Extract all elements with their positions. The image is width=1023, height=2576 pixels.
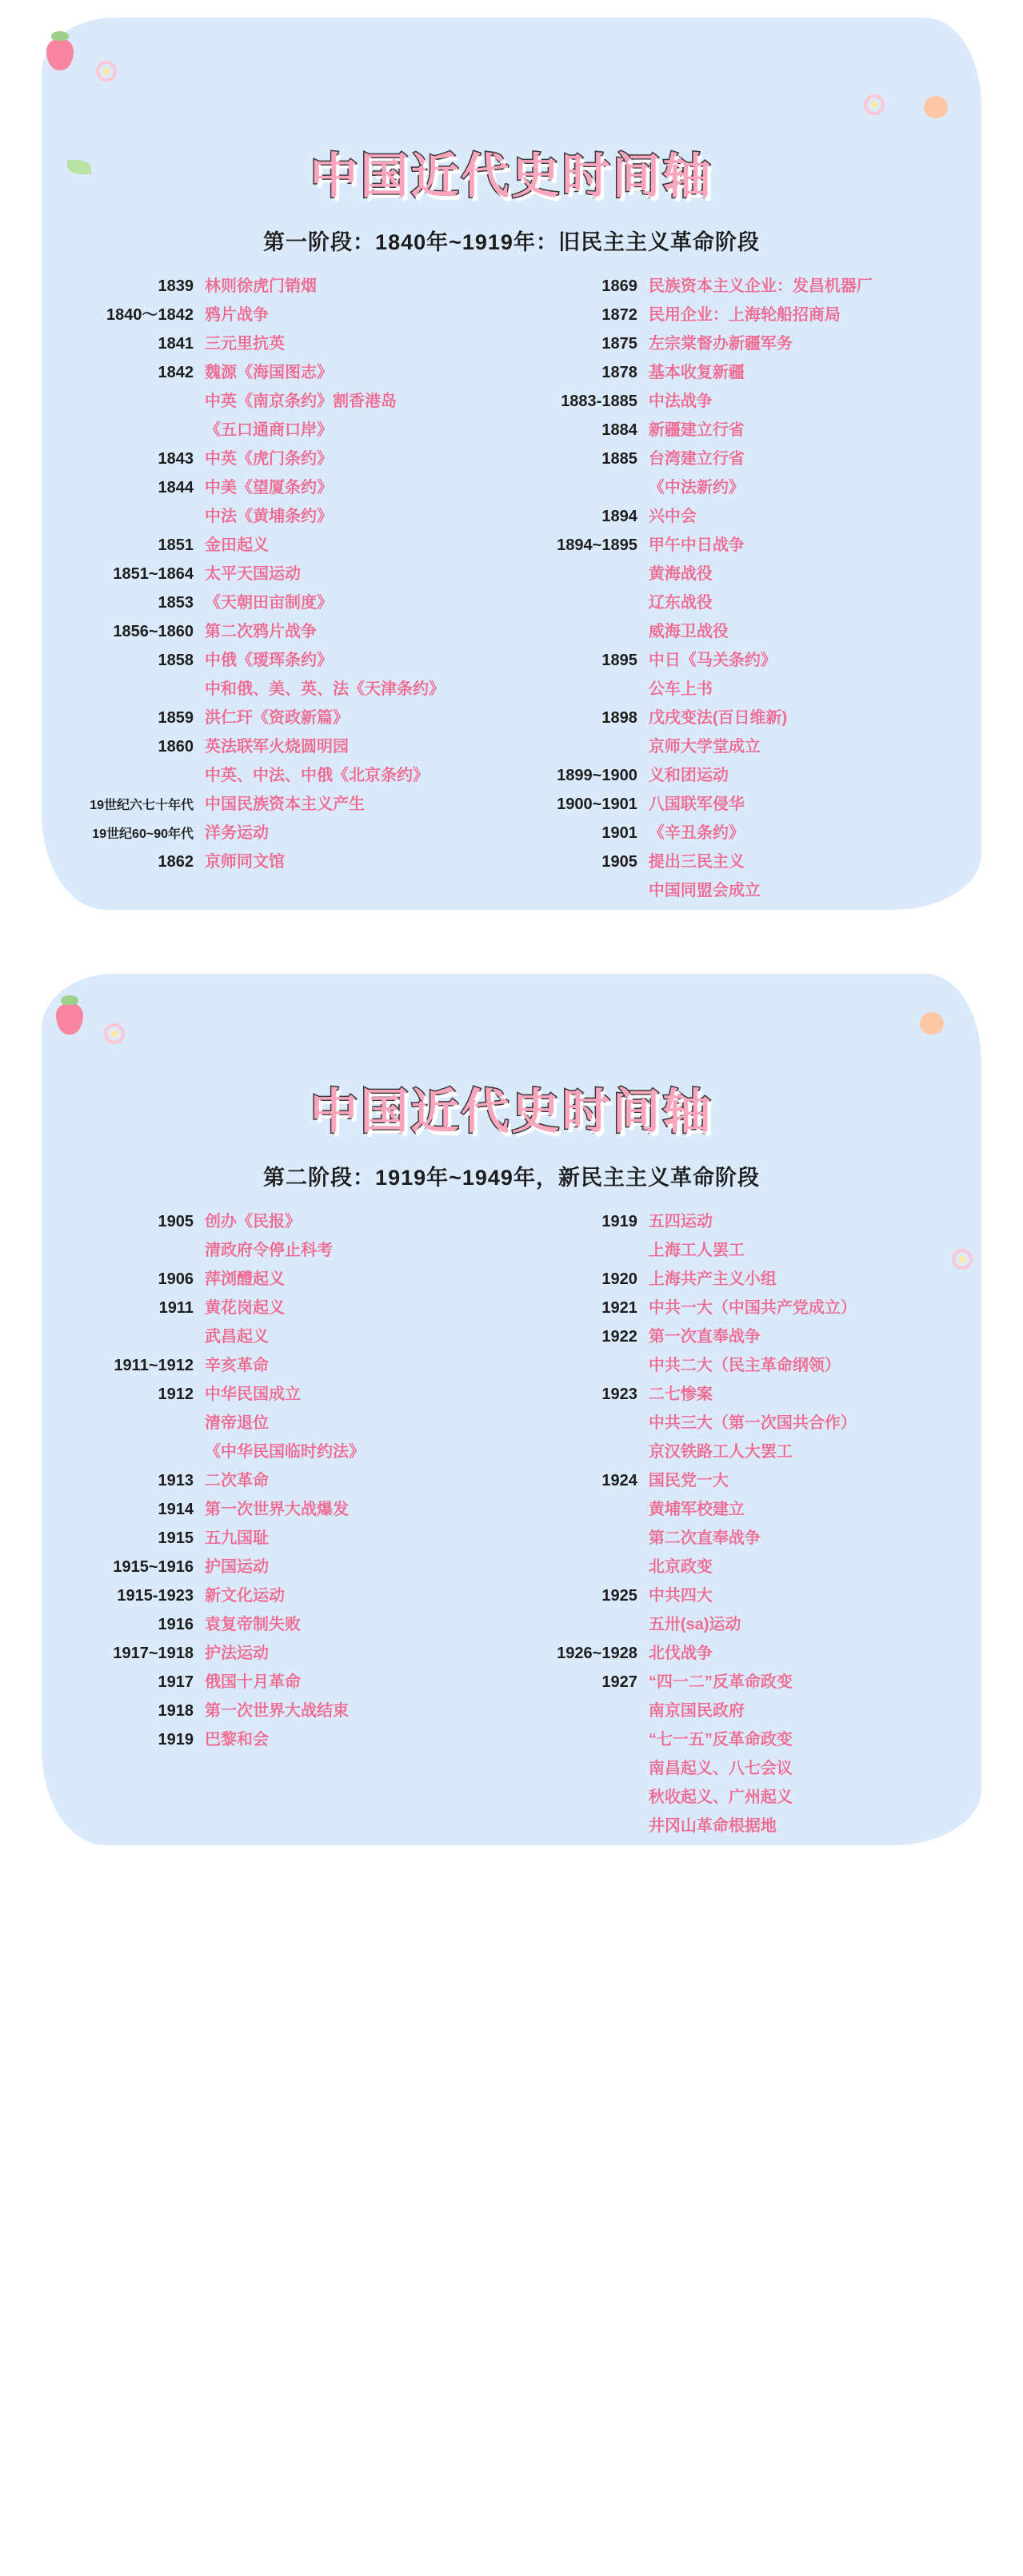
timeline-event: 上海共产主义小组 — [648, 1270, 777, 1288]
timeline-year: 1922 — [601, 1328, 637, 1346]
timeline-row — [85, 1212, 494, 1232]
timeline-year: 1917 — [158, 1673, 194, 1691]
timeline-event: 《辛丑条约》 — [648, 824, 745, 842]
timeline-event: 第一次直奉战争 — [648, 1328, 761, 1346]
timeline-event: 辽东战役 — [648, 594, 713, 612]
timeline-row — [529, 507, 938, 527]
timeline-row — [529, 852, 938, 872]
timeline-year: 1916 — [158, 1616, 194, 1633]
timeline-event: 金田起义 — [205, 536, 269, 554]
timeline-row — [85, 1644, 494, 1664]
timeline-year: 1883-1885 — [561, 393, 637, 410]
timeline-row — [529, 1298, 938, 1318]
timeline-event: 左宗棠督办新疆军务 — [648, 335, 793, 353]
timeline-year: 1911~1912 — [114, 1357, 194, 1374]
timeline-row — [529, 277, 938, 297]
timeline-year: 1905 — [158, 1213, 194, 1230]
timeline-row — [85, 795, 494, 815]
timeline-row — [85, 1557, 494, 1577]
timeline-row — [529, 334, 938, 354]
timeline-row — [85, 766, 494, 786]
timeline-column-left — [85, 277, 494, 881]
page-title: 中国近代史时间轴 — [310, 150, 713, 203]
timeline-event: “四一二”反革命政变 — [648, 1673, 793, 1691]
timeline-row — [85, 680, 494, 700]
timeline-event: 中美《望厦条约》 — [205, 479, 333, 496]
timeline-year: 1894 — [601, 508, 637, 525]
timeline-event: 北京政变 — [648, 1558, 713, 1576]
timeline-row — [85, 1701, 494, 1721]
timeline-row — [529, 881, 938, 901]
timeline-event: 第一次世界大战结束 — [205, 1702, 349, 1720]
timeline-event: 提出三民主义 — [648, 853, 745, 871]
timeline-year: 1872 — [601, 306, 637, 324]
timeline-event: 魏源《海国图志》 — [205, 364, 333, 381]
timeline-year: 1885 — [601, 450, 637, 468]
timeline-event: 甲午中日战争 — [648, 536, 745, 554]
timeline-year: 1895 — [601, 652, 637, 669]
timeline-year: 1923 — [601, 1386, 637, 1403]
timeline-year: 1905 — [601, 853, 637, 871]
timeline-event: 五九国耻 — [205, 1529, 269, 1547]
timeline-row — [529, 478, 938, 498]
timeline-year: 1915~1916 — [113, 1558, 194, 1576]
timeline-row — [529, 1385, 938, 1405]
timeline-event: “七一五”反革命政变 — [648, 1731, 793, 1749]
timeline-event: 戊戌变法(百日维新) — [648, 709, 788, 727]
timeline-row — [85, 1615, 494, 1635]
timeline-event: 新文化运动 — [205, 1587, 285, 1605]
timeline-row — [85, 392, 494, 412]
timeline-year: 1862 — [158, 853, 194, 871]
timeline-year: 1915-1923 — [117, 1587, 194, 1605]
timeline-year: 1926~1928 — [557, 1645, 637, 1662]
timeline-row — [85, 421, 494, 441]
timeline-year: 1851 — [158, 536, 194, 554]
timeline-row — [85, 708, 494, 728]
timeline-row — [85, 1673, 494, 1693]
timeline-event: 中华民国成立 — [205, 1386, 301, 1403]
timeline-event: 三元里抗英 — [205, 335, 285, 353]
timeline-event: 萍浏醴起义 — [205, 1270, 285, 1288]
timeline-year: 1911 — [158, 1299, 194, 1317]
timeline-year: 1869 — [601, 277, 637, 295]
timeline-event: 中俄《瑷珲条约》 — [205, 652, 333, 669]
timeline-row — [85, 1385, 494, 1405]
card-separator — [0, 942, 1023, 956]
timeline-row — [529, 651, 938, 671]
timeline-row — [85, 593, 494, 613]
timeline-event: 《中法新约》 — [648, 479, 745, 496]
timeline-event: 中英、中法、中俄《北京条约》 — [205, 767, 429, 784]
timeline-row — [85, 1586, 494, 1606]
timeline-event: 创办《民报》 — [205, 1213, 301, 1230]
timeline-row — [529, 622, 938, 642]
timeline-row — [85, 1327, 494, 1347]
timeline-event: 第一次世界大战爆发 — [205, 1501, 349, 1518]
timeline-event: 中共一大（中国共产党成立） — [648, 1299, 857, 1317]
timeline-columns — [64, 1212, 959, 1845]
timeline-row — [85, 277, 494, 297]
timeline-event: 英法联军火烧圆明园 — [205, 738, 349, 756]
timeline-row — [85, 334, 494, 354]
timeline-year: 1844 — [158, 479, 194, 496]
timeline-row — [529, 1788, 938, 1808]
timeline-event: 鸦片战争 — [205, 306, 269, 324]
timeline-column-right — [529, 277, 938, 910]
timeline-row — [85, 478, 494, 498]
section-subtitle: 第一阶段：1840年~1919年：旧民主主义革命阶段 — [263, 230, 760, 254]
section-subtitle: 第二阶段：1919年~1949年，新民主主义革命阶段 — [263, 1166, 760, 1190]
timeline-event: 巴黎和会 — [205, 1731, 269, 1749]
timeline-event: 京汉铁路工人大罢工 — [648, 1443, 793, 1461]
timeline-row — [529, 1212, 938, 1232]
timeline-row — [529, 1327, 938, 1347]
timeline-event: 八国联军侵华 — [648, 796, 745, 813]
timeline-row — [529, 1414, 938, 1434]
timeline-event: 基本收复新疆 — [648, 364, 745, 381]
timeline-event: 二次革命 — [205, 1472, 269, 1489]
timeline-event: 井冈山革命根据地 — [648, 1817, 777, 1835]
timeline-year: 1858 — [158, 652, 194, 669]
timeline-event: 《五口通商口岸》 — [205, 421, 333, 439]
timeline-row — [529, 1673, 938, 1693]
timeline-year: 1906 — [158, 1270, 194, 1288]
timeline-year: 1901 — [601, 824, 637, 842]
timeline-event: 武昌起义 — [205, 1328, 269, 1346]
timeline-event: 护法运动 — [205, 1645, 269, 1662]
timeline-year: 1925 — [601, 1587, 637, 1605]
timeline-event: 南昌起义、八七会议 — [648, 1760, 793, 1777]
timeline-event: 兴中会 — [648, 508, 697, 525]
timeline-year: 1913 — [158, 1472, 194, 1489]
timeline-event: 北伐战争 — [648, 1645, 713, 1662]
timeline-event: 五四运动 — [648, 1213, 713, 1230]
timeline-event: 义和团运动 — [648, 767, 729, 784]
timeline-year: 1842 — [158, 364, 194, 381]
timeline-row — [529, 1500, 938, 1520]
timeline-event: 护国运动 — [205, 1558, 269, 1576]
timeline-event: 中国同盟会成立 — [648, 882, 761, 899]
timeline-row — [529, 1586, 938, 1606]
timeline-row — [529, 593, 938, 613]
timeline-row — [529, 1471, 938, 1491]
timeline-event: 上海工人罢工 — [648, 1242, 745, 1259]
timeline-event: 中日《马关条约》 — [648, 652, 777, 669]
timeline-year: 1878 — [601, 364, 637, 381]
timeline-year: 1860 — [158, 738, 194, 756]
timeline-row — [529, 1356, 938, 1376]
timeline-row — [529, 1557, 938, 1577]
timeline-column-left — [85, 1212, 494, 1759]
timeline-row — [529, 823, 938, 843]
timeline-event: 民用企业：上海轮船招商局 — [648, 306, 841, 324]
timeline-row — [529, 795, 938, 815]
timeline-year: 1927 — [601, 1673, 637, 1691]
timeline-event: 袁复帝制失败 — [205, 1616, 301, 1633]
timeline-event: 二七惨案 — [648, 1386, 713, 1403]
timeline-row — [529, 449, 938, 469]
timeline-event: 中和俄、美、英、法《天津条约》 — [205, 680, 445, 698]
timeline-year: 1924 — [601, 1472, 637, 1489]
timeline-row — [85, 1471, 494, 1491]
timeline-row — [529, 737, 938, 757]
timeline-row — [529, 708, 938, 728]
timeline-columns — [64, 277, 959, 910]
timeline-row — [529, 363, 938, 383]
timeline-event: 中共三大（第一次国共合作） — [648, 1414, 857, 1432]
timeline-year: 1841 — [158, 335, 194, 353]
timeline-event: 辛亥革命 — [205, 1357, 269, 1374]
timeline-row — [85, 1241, 494, 1261]
timeline-event: 黄海战役 — [648, 565, 713, 583]
timeline-event: 新疆建立行省 — [648, 421, 745, 439]
timeline-event: 洪仁玕《资政新篇》 — [205, 709, 349, 727]
timeline-event: 台湾建立行省 — [648, 450, 745, 468]
timeline-year: 1853 — [158, 594, 194, 612]
timeline-card-2 — [0, 956, 1023, 1877]
timeline-row — [85, 564, 494, 584]
timeline-event: 民族资本主义企业：发昌机器厂 — [648, 277, 873, 295]
timeline-year: 1920 — [601, 1270, 637, 1288]
timeline-row — [529, 1615, 938, 1635]
timeline-row — [85, 651, 494, 671]
timeline-event: 林则徐虎门销烟 — [205, 277, 317, 295]
timeline-year: 1915 — [158, 1529, 194, 1547]
timeline-event: 中法《黄埔条约》 — [205, 508, 333, 525]
timeline-event: 清政府令停止科考 — [205, 1242, 333, 1259]
timeline-event: 中共二大（民主革命纲领） — [648, 1357, 841, 1374]
timeline-row — [529, 1701, 938, 1721]
timeline-row — [85, 1730, 494, 1750]
timeline-row — [85, 1529, 494, 1549]
timeline-row — [85, 1356, 494, 1376]
timeline-row — [529, 305, 938, 325]
timeline-event: 京师大学堂成立 — [648, 738, 761, 756]
timeline-year: 1917~1918 — [113, 1645, 194, 1662]
timeline-event: 秋收起义、广州起义 — [648, 1788, 793, 1806]
timeline-event: 《中华民国临时约法》 — [205, 1443, 365, 1461]
timeline-row — [85, 852, 494, 872]
timeline-row — [529, 536, 938, 556]
timeline-event: 中法战争 — [648, 393, 713, 410]
timeline-year: 1914 — [158, 1501, 194, 1518]
timeline-event: 国民党一大 — [648, 1472, 729, 1489]
timeline-event: 清帝退位 — [205, 1414, 269, 1432]
timeline-event: 俄国十月革命 — [205, 1673, 301, 1691]
timeline-year: 1851~1864 — [113, 565, 194, 583]
timeline-year: 1875 — [601, 335, 637, 353]
timeline-year: 1898 — [601, 709, 637, 727]
timeline-row — [85, 449, 494, 469]
timeline-card-1 — [0, 0, 1023, 942]
timeline-year: 1839 — [158, 277, 194, 295]
timeline-row — [529, 766, 938, 786]
timeline-event: 第二次鸦片战争 — [205, 623, 317, 640]
timeline-year: 1912 — [158, 1386, 194, 1403]
timeline-year: 1856~1860 — [113, 623, 194, 640]
page-title: 中国近代史时间轴 — [310, 1085, 713, 1138]
timeline-year: 1894~1895 — [557, 536, 637, 554]
timeline-event: 中共四大 — [648, 1587, 713, 1605]
timeline-row — [85, 305, 494, 325]
timeline-year: 1843 — [158, 450, 194, 468]
timeline-event: 黄花岗起义 — [205, 1299, 285, 1317]
timeline-year: 19世纪60~90年代 — [92, 827, 194, 841]
timeline-row — [529, 564, 938, 584]
timeline-row — [529, 1816, 938, 1836]
timeline-row — [529, 1442, 938, 1462]
timeline-event: 洋务运动 — [205, 824, 269, 842]
timeline-column-right — [529, 1212, 938, 1845]
timeline-event: 五卅(sa)运动 — [648, 1616, 741, 1633]
timeline-row — [85, 737, 494, 757]
timeline-row — [529, 392, 938, 412]
timeline-year: 1918 — [158, 1702, 194, 1720]
timeline-row — [85, 507, 494, 527]
timeline-event: 第二次直奉战争 — [648, 1529, 761, 1547]
timeline-event: 太平天国运动 — [205, 565, 301, 583]
timeline-row — [85, 1298, 494, 1318]
timeline-event: 公车上书 — [648, 680, 713, 698]
timeline-year: 1899~1900 — [557, 767, 637, 784]
timeline-year: 1859 — [158, 709, 194, 727]
timeline-event: 中国民族资本主义产生 — [205, 796, 365, 813]
timeline-event: 京师同文馆 — [205, 853, 285, 871]
timeline-year: 19世纪六七十年代 — [90, 799, 194, 812]
timeline-row — [85, 622, 494, 642]
timeline-row — [85, 1500, 494, 1520]
timeline-event: 《天朝田亩制度》 — [205, 594, 333, 612]
timeline-row — [85, 1414, 494, 1434]
timeline-event: 中英《虎门条约》 — [205, 450, 333, 468]
timeline-row — [529, 1241, 938, 1261]
timeline-row — [529, 680, 938, 700]
timeline-year: 1919 — [158, 1731, 194, 1749]
timeline-year: 1884 — [601, 421, 637, 439]
timeline-row — [85, 1442, 494, 1462]
timeline-row — [529, 1270, 938, 1290]
timeline-event: 威海卫战役 — [648, 623, 729, 640]
timeline-year: 1919 — [601, 1213, 637, 1230]
timeline-year: 1921 — [601, 1299, 637, 1317]
timeline-event: 中英《南京条约》割香港岛 — [205, 393, 397, 410]
timeline-row — [85, 363, 494, 383]
timeline-event: 南京国民政府 — [648, 1702, 745, 1720]
timeline-row — [85, 823, 494, 843]
timeline-row — [529, 1730, 938, 1750]
timeline-row — [529, 1759, 938, 1779]
timeline-row — [85, 536, 494, 556]
timeline-row — [529, 1529, 938, 1549]
timeline-row — [529, 1644, 938, 1664]
timeline-year: 1840～1842 — [106, 306, 194, 324]
timeline-year: 1900~1901 — [557, 796, 637, 813]
timeline-row — [85, 1270, 494, 1290]
timeline-event: 黄埔军校建立 — [648, 1501, 745, 1518]
timeline-row — [529, 421, 938, 441]
